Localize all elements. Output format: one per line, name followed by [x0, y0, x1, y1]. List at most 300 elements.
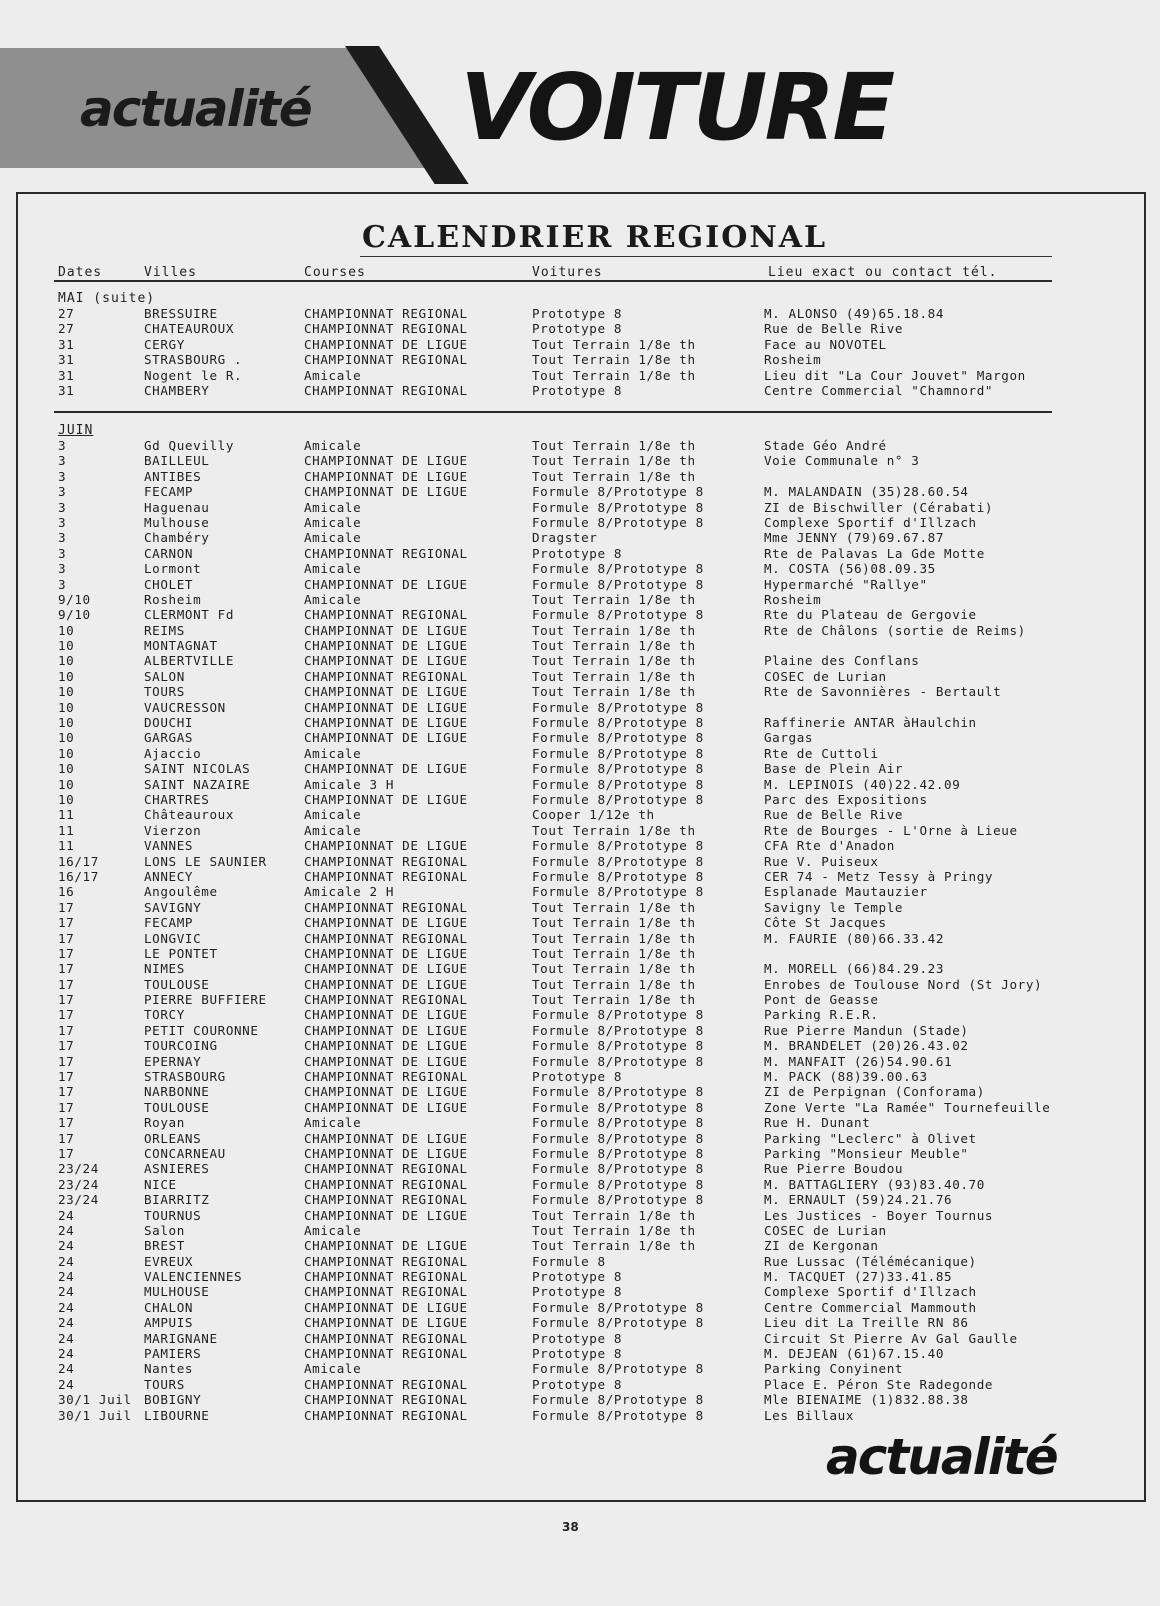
cell-voiture: Tout Terrain 1/8e th — [532, 899, 696, 915]
cell-date: 24 — [58, 1361, 75, 1377]
cell-lieu: Rue H. Dunant — [764, 1115, 871, 1131]
cell-date: 10 — [58, 668, 75, 684]
cell-lieu: Zone Verte "La Ramée" Tournefeuille — [764, 1099, 1051, 1115]
table-row — [58, 1069, 1098, 1084]
cell-date: 10 — [58, 684, 75, 700]
cell-voiture: Formule 8/Prototype 8 — [532, 745, 704, 761]
cell-ville: NICE — [144, 1176, 177, 1192]
cell-ville: SAINT NICOLAS — [144, 761, 251, 777]
cell-lieu: Circuit St Pierre Av Gal Gaulle — [764, 1330, 1018, 1346]
cell-ville: BREST — [144, 1238, 185, 1254]
cell-ville: MARIGNANE — [144, 1330, 218, 1346]
cell-voiture: Tout Terrain 1/8e th — [532, 1238, 696, 1254]
cell-lieu: Stade Géo André — [764, 438, 887, 453]
cell-voiture: Formule 8/Prototype 8 — [532, 1145, 704, 1161]
cell-course: Amicale — [304, 1222, 362, 1238]
cell-course: Amicale 2 H — [304, 884, 395, 900]
cell-lieu: Rue Pierre Boudou — [764, 1161, 904, 1177]
cell-date: 27 — [58, 321, 75, 337]
cell-date: 23/24 — [58, 1192, 99, 1208]
title-rule — [360, 256, 1052, 257]
cell-date: 10 — [58, 638, 75, 654]
cell-ville: MULHOUSE — [144, 1284, 210, 1300]
cell-date: 3 — [58, 545, 67, 561]
table-row — [58, 500, 1098, 515]
cell-date: 17 — [58, 899, 75, 915]
table-row — [58, 884, 1098, 899]
cell-lieu: Lieu dit La Treille RN 86 — [764, 1315, 969, 1331]
cell-voiture: Prototype 8 — [532, 1346, 623, 1362]
table-row — [58, 961, 1098, 976]
section-mai: MAI (suite) — [58, 291, 156, 306]
cell-course: CHAMPIONNAT REGIONAL — [304, 899, 468, 915]
cell-date: 24 — [58, 1346, 75, 1362]
cell-course: CHAMPIONNAT DE LIGUE — [304, 453, 468, 469]
table-row — [58, 453, 1098, 468]
cell-date: 17 — [58, 1053, 75, 1069]
cell-lieu: ZI de Bischwiller (Cérabati) — [764, 499, 994, 515]
cell-course: Amicale — [304, 514, 362, 530]
cell-lieu: Rue V. Puiseux — [764, 853, 879, 869]
table-row — [58, 1038, 1098, 1053]
cell-lieu — [764, 638, 1098, 653]
cell-course: CHAMPIONNAT DE LIGUE — [304, 915, 468, 931]
table-row — [58, 838, 1098, 853]
table-row — [58, 1192, 1098, 1207]
cell-ville: Vierzon — [144, 822, 202, 838]
cell-lieu: Rte de Bourges - L'Orne à Lieue — [764, 822, 1018, 838]
cell-voiture: Tout Terrain 1/8e th — [532, 453, 696, 469]
cell-course: CHAMPIONNAT DE LIGUE — [304, 715, 468, 731]
cell-lieu: M. FAURIE (80)66.33.42 — [764, 930, 945, 946]
table-row — [58, 546, 1098, 561]
cell-date: 24 — [58, 1376, 75, 1392]
cell-course: CHAMPIONNAT REGIONAL — [304, 1161, 468, 1177]
table-row — [58, 368, 1098, 383]
table-row — [58, 1054, 1098, 1069]
table-row — [58, 607, 1098, 622]
cell-voiture: Formule 8 — [532, 1253, 606, 1269]
cell-voiture: Formule 8/Prototype 8 — [532, 607, 704, 623]
cell-lieu: Rte de Savonnières - Bertault — [764, 684, 1002, 700]
cell-date: 10 — [58, 791, 75, 807]
cell-ville: TOURS — [144, 684, 185, 700]
cell-course: CHAMPIONNAT DE LIGUE — [304, 1099, 468, 1115]
cell-voiture: Tout Terrain 1/8e th — [532, 684, 696, 700]
cell-date: 17 — [58, 1145, 75, 1161]
cell-lieu: Rte de Palavas La Gde Motte — [764, 545, 985, 561]
cell-lieu: Savigny le Temple — [764, 899, 904, 915]
table-row — [58, 700, 1098, 715]
cell-lieu: Les Justices - Boyer Tournus — [764, 1207, 994, 1223]
cell-date: 24 — [58, 1299, 75, 1315]
cell-ville: STRASBOURG — [144, 1069, 226, 1085]
cell-voiture: Formule 8/Prototype 8 — [532, 1392, 704, 1408]
cell-date: 17 — [58, 1038, 75, 1054]
cell-ville: VANNES — [144, 838, 194, 854]
table-row — [58, 977, 1098, 992]
cell-course: Amicale — [304, 1361, 362, 1377]
cell-course: CHAMPIONNAT DE LIGUE — [304, 761, 468, 777]
cell-ville: SAVIGNY — [144, 899, 202, 915]
cell-ville: NIMES — [144, 961, 185, 977]
table-row — [58, 1346, 1098, 1361]
cell-voiture: Formule 8/Prototype 8 — [532, 1161, 704, 1177]
cell-course: CHAMPIONNAT REGIONAL — [304, 1376, 468, 1392]
cell-course: CHAMPIONNAT DE LIGUE — [304, 699, 468, 715]
cell-lieu: Esplanade Mautauzier — [764, 884, 928, 900]
cell-voiture: Tout Terrain 1/8e th — [532, 1222, 696, 1238]
table-row — [58, 900, 1098, 915]
cell-ville: CARNON — [144, 545, 194, 561]
cell-voiture: Prototype 8 — [532, 1069, 623, 1085]
cell-lieu: CFA Rte d'Anadon — [764, 838, 895, 854]
cell-lieu: Rue Lussac (Télémécanique) — [764, 1253, 977, 1269]
cell-voiture: Tout Terrain 1/8e th — [532, 438, 696, 453]
cell-lieu: Rue Pierre Mandun (Stade) — [764, 1022, 969, 1038]
cell-course: CHAMPIONNAT DE LIGUE — [304, 1130, 468, 1146]
cell-voiture: Tout Terrain 1/8e th — [532, 591, 696, 607]
cell-voiture: Tout Terrain 1/8e th — [532, 468, 696, 484]
table-row — [58, 1023, 1098, 1038]
cell-ville: Haguenau — [144, 499, 210, 515]
cell-ville: LONS LE SAUNIER — [144, 853, 267, 869]
cell-lieu — [764, 700, 1098, 715]
cell-voiture: Dragster — [532, 530, 598, 546]
cell-ville: FECAMP — [144, 915, 194, 931]
cell-lieu: Parc des Expositions — [764, 791, 928, 807]
cell-course: CHAMPIONNAT REGIONAL — [304, 607, 468, 623]
cell-ville: BAILLEUL — [144, 453, 210, 469]
cell-course: Amicale — [304, 367, 362, 383]
cell-date: 10 — [58, 730, 75, 746]
table-row — [58, 777, 1098, 792]
cell-ville: TOURNUS — [144, 1207, 202, 1223]
cell-ville: BRESSUIRE — [144, 306, 218, 321]
cell-lieu: M. PACK (88)39.00.63 — [764, 1069, 928, 1085]
cell-voiture: Formule 8/Prototype 8 — [532, 776, 704, 792]
table-row — [58, 1131, 1098, 1146]
table-row — [58, 1408, 1098, 1423]
cell-course: CHAMPIONNAT DE LIGUE — [304, 1299, 468, 1315]
cell-course: Amicale — [304, 499, 362, 515]
cell-ville: DOUCHI — [144, 715, 194, 731]
cell-course: CHAMPIONNAT DE LIGUE — [304, 1038, 468, 1054]
cell-course: CHAMPIONNAT DE LIGUE — [304, 838, 468, 854]
cell-voiture: Tout Terrain 1/8e th — [532, 961, 696, 977]
cell-voiture: Prototype 8 — [532, 1376, 623, 1392]
cell-voiture: Formule 8/Prototype 8 — [532, 514, 704, 530]
cell-course: CHAMPIONNAT DE LIGUE — [304, 468, 468, 484]
cell-ville: LONGVIC — [144, 930, 202, 946]
cell-lieu: Rosheim — [764, 352, 822, 368]
cell-ville: Chambéry — [144, 530, 210, 546]
cell-ville: CHALON — [144, 1299, 194, 1315]
calendar-title: CALENDRIER REGIONAL — [362, 220, 828, 255]
table-row — [58, 530, 1098, 545]
cell-ville: Nantes — [144, 1361, 194, 1377]
table-row — [58, 1100, 1098, 1115]
cell-date: 17 — [58, 930, 75, 946]
table-row — [58, 484, 1098, 499]
cell-ville: ALBERTVILLE — [144, 653, 235, 669]
cell-lieu: Parking "Monsieur Meuble" — [764, 1145, 969, 1161]
cell-voiture: Formule 8/Prototype 8 — [532, 1022, 704, 1038]
cell-course: CHAMPIONNAT REGIONAL — [304, 352, 468, 368]
table-row — [58, 915, 1098, 930]
cell-course: Amicale — [304, 438, 362, 453]
table-row — [58, 1208, 1098, 1223]
cell-date: 23/24 — [58, 1176, 99, 1192]
cell-ville: MONTAGNAT — [144, 638, 218, 654]
cell-course: CHAMPIONNAT DE LIGUE — [304, 576, 468, 592]
cell-lieu: Enrobes de Toulouse Nord (St Jory) — [764, 976, 1043, 992]
cell-course: CHAMPIONNAT REGIONAL — [304, 1330, 468, 1346]
cell-voiture: Formule 8/Prototype 8 — [532, 1176, 704, 1192]
cell-voiture: Prototype 8 — [532, 306, 623, 321]
table-row — [58, 669, 1098, 684]
cell-ville: VALENCIENNES — [144, 1269, 243, 1285]
cell-course: CHAMPIONNAT REGIONAL — [304, 1192, 468, 1208]
cell-course: CHAMPIONNAT DE LIGUE — [304, 653, 468, 669]
cell-voiture: Tout Terrain 1/8e th — [532, 352, 696, 368]
cell-voiture: Formule 8/Prototype 8 — [532, 1192, 704, 1208]
cell-voiture: Tout Terrain 1/8e th — [532, 336, 696, 352]
cell-date: 3 — [58, 453, 67, 469]
cell-ville: CHOLET — [144, 576, 194, 592]
table-row — [58, 931, 1098, 946]
table-row — [58, 1300, 1098, 1315]
cell-date: 10 — [58, 776, 75, 792]
table-row — [58, 1115, 1098, 1130]
cell-date: 10 — [58, 761, 75, 777]
cell-course: Amicale — [304, 807, 362, 823]
table-row — [58, 469, 1098, 484]
cell-lieu: Rte de Cuttoli — [764, 745, 879, 761]
cell-course: CHAMPIONNAT REGIONAL — [304, 1346, 468, 1362]
cell-voiture: Prototype 8 — [532, 545, 623, 561]
cell-lieu: Rue de Belle Rive — [764, 807, 904, 823]
cell-course: CHAMPIONNAT DE LIGUE — [304, 961, 468, 977]
cell-ville: Rosheim — [144, 591, 202, 607]
cell-ville: REIMS — [144, 622, 185, 638]
cell-date: 17 — [58, 915, 75, 931]
cell-ville: ASNIERES — [144, 1161, 210, 1177]
cell-lieu: Hypermarché "Rallye" — [764, 576, 928, 592]
cell-voiture: Prototype 8 — [532, 382, 623, 398]
cell-course: CHAMPIONNAT DE LIGUE — [304, 791, 468, 807]
cell-course: CHAMPIONNAT REGIONAL — [304, 1269, 468, 1285]
cell-lieu: Face au NOVOTEL — [764, 336, 887, 352]
cell-ville: AMPUIS — [144, 1315, 194, 1331]
cell-lieu: Rosheim — [764, 591, 822, 607]
cell-voiture: Tout Terrain 1/8e th — [532, 622, 696, 638]
cell-course: CHAMPIONNAT DE LIGUE — [304, 1007, 468, 1023]
cell-date: 24 — [58, 1253, 75, 1269]
cell-voiture: Cooper 1/12e th — [532, 807, 655, 823]
cell-lieu: M. DEJEAN (61)67.15.40 — [764, 1346, 945, 1362]
cell-lieu: M. MORELL (66)84.29.23 — [764, 961, 945, 977]
cell-ville: GARGAS — [144, 730, 194, 746]
cell-ville: Ajaccio — [144, 745, 202, 761]
table-row — [58, 869, 1098, 884]
cell-lieu: Voie Communale n° 3 — [764, 453, 920, 469]
cell-voiture: Formule 8/Prototype 8 — [532, 484, 704, 500]
cell-ville: FECAMP — [144, 484, 194, 500]
cell-ville: PAMIERS — [144, 1346, 202, 1362]
cell-ville: LIBOURNE — [144, 1407, 210, 1423]
table-row — [58, 321, 1098, 336]
table-row — [58, 638, 1098, 653]
cell-lieu: Centre Commercial Mammouth — [764, 1299, 977, 1315]
cell-voiture: Tout Terrain 1/8e th — [532, 822, 696, 838]
col-dates: Dates — [58, 265, 103, 280]
cell-course: CHAMPIONNAT REGIONAL — [304, 668, 468, 684]
header-rule — [54, 280, 1052, 282]
cell-date: 3 — [58, 484, 67, 500]
cell-ville: Gd Quevilly — [144, 438, 235, 453]
table-row — [58, 623, 1098, 638]
cell-date: 24 — [58, 1269, 75, 1285]
cell-course: CHAMPIONNAT DE LIGUE — [304, 1022, 468, 1038]
table-row — [58, 561, 1098, 576]
cell-course: CHAMPIONNAT DE LIGUE — [304, 1053, 468, 1069]
cell-date: 10 — [58, 715, 75, 731]
cell-course: Amicale — [304, 561, 362, 577]
cell-lieu — [764, 469, 1098, 484]
section-title: VOITURE — [460, 54, 893, 161]
cell-voiture: Formule 8/Prototype 8 — [532, 1007, 704, 1023]
cell-course: Amicale 3 H — [304, 776, 395, 792]
cell-date: 24 — [58, 1284, 75, 1300]
table-row — [58, 1377, 1098, 1392]
cell-date: 17 — [58, 976, 75, 992]
table-row — [58, 515, 1098, 530]
table-row — [58, 992, 1098, 1007]
cell-ville: CHARTRES — [144, 791, 210, 807]
cell-ville: STRASBOURG . — [144, 352, 243, 368]
table-row — [58, 1392, 1098, 1407]
cell-lieu: ZI de Kergonan — [764, 1238, 879, 1254]
juin-table — [58, 438, 1098, 1423]
table-row — [58, 1084, 1098, 1099]
cell-date: 17 — [58, 1099, 75, 1115]
cell-lieu — [764, 946, 1098, 961]
cell-date: 17 — [58, 1115, 75, 1131]
cell-voiture: Formule 8/Prototype 8 — [532, 838, 704, 854]
cell-ville: Royan — [144, 1115, 185, 1131]
cell-date: 16/17 — [58, 853, 99, 869]
cell-course: CHAMPIONNAT DE LIGUE — [304, 976, 468, 992]
table-row — [58, 730, 1098, 745]
cell-lieu: M. MALANDAIN (35)28.60.54 — [764, 484, 969, 500]
cell-voiture: Tout Terrain 1/8e th — [532, 668, 696, 684]
cell-lieu: M. COSTA (56)08.09.35 — [764, 561, 936, 577]
cell-course: Amicale — [304, 1115, 362, 1131]
cell-voiture: Tout Terrain 1/8e th — [532, 638, 696, 654]
mai-table — [58, 306, 1098, 398]
cell-lieu: M. LEPINOIS (40)22.42.09 — [764, 776, 961, 792]
cell-voiture: Formule 8/Prototype 8 — [532, 561, 704, 577]
cell-date: 16/17 — [58, 868, 99, 884]
cell-course: CHAMPIONNAT REGIONAL — [304, 992, 468, 1008]
cell-date: 10 — [58, 653, 75, 669]
cell-lieu: M. BATTAGLIERY (93)83.40.70 — [764, 1176, 985, 1192]
cell-date: 10 — [58, 699, 75, 715]
cell-lieu: Complexe Sportif d'Illzach — [764, 1284, 977, 1300]
cell-voiture: Tout Terrain 1/8e th — [532, 1207, 696, 1223]
cell-ville: CLERMONT Fd — [144, 607, 235, 623]
cell-date: 10 — [58, 622, 75, 638]
cell-voiture: Prototype 8 — [532, 321, 623, 337]
cell-lieu: M. ALONSO (49)65.18.84 — [764, 306, 945, 321]
table-row — [58, 1361, 1098, 1376]
header — [0, 40, 1160, 180]
cell-lieu: COSEC de Lurian — [764, 1222, 887, 1238]
table-row — [58, 306, 1098, 321]
cell-course: Amicale — [304, 745, 362, 761]
table-row — [58, 1315, 1098, 1330]
cell-lieu: M. ERNAULT (59)24.21.76 — [764, 1192, 953, 1208]
table-row — [58, 1254, 1098, 1269]
cell-date: 30/1 Juil — [58, 1392, 132, 1408]
cell-voiture: Formule 8/Prototype 8 — [532, 1315, 704, 1331]
cell-voiture: Tout Terrain 1/8e th — [532, 653, 696, 669]
cell-ville: ANNECY — [144, 868, 194, 884]
cell-lieu: Rue de Belle Rive — [764, 321, 904, 337]
cell-ville: ANTIBES — [144, 468, 202, 484]
cell-date: 23/24 — [58, 1161, 99, 1177]
table-row — [58, 577, 1098, 592]
cell-voiture: Tout Terrain 1/8e th — [532, 992, 696, 1008]
cell-lieu: M. TACQUET (27)33.41.85 — [764, 1269, 953, 1285]
cell-lieu: CER 74 - Metz Tessy à Pringy — [764, 868, 994, 884]
table-row — [58, 653, 1098, 668]
table-row — [58, 792, 1098, 807]
cell-date: 11 — [58, 838, 75, 854]
cell-ville: Châteauroux — [144, 807, 235, 823]
cell-ville: CHAMBERY — [144, 382, 210, 398]
cell-date: 24 — [58, 1315, 75, 1331]
cell-voiture: Prototype 8 — [532, 1269, 623, 1285]
cell-course: Amicale — [304, 822, 362, 838]
cell-course: CHAMPIONNAT REGIONAL — [304, 1392, 468, 1408]
cell-lieu: Rte de Châlons (sortie de Reims) — [764, 622, 1026, 638]
cell-voiture: Tout Terrain 1/8e th — [532, 945, 696, 961]
cell-voiture: Formule 8/Prototype 8 — [532, 730, 704, 746]
cell-voiture: Formule 8/Prototype 8 — [532, 1084, 704, 1100]
cell-lieu: Parking "Leclerc" à Olivet — [764, 1130, 977, 1146]
table-row — [58, 592, 1098, 607]
section-juin: JUIN — [58, 423, 94, 438]
cell-course: CHAMPIONNAT REGIONAL — [304, 382, 468, 398]
cell-lieu: Complexe Sportif d'Illzach — [764, 514, 977, 530]
cell-voiture: Formule 8/Prototype 8 — [532, 499, 704, 515]
cell-lieu: Pont de Geasse — [764, 992, 879, 1008]
cell-voiture: Formule 8/Prototype 8 — [532, 1130, 704, 1146]
cell-course: Amicale — [304, 591, 362, 607]
cell-lieu: Parking Conyinent — [764, 1361, 904, 1377]
cell-date: 17 — [58, 1130, 75, 1146]
page-number: 38 — [562, 1520, 579, 1534]
cell-date: 11 — [58, 807, 75, 823]
table-row — [58, 1007, 1098, 1022]
table-row — [58, 746, 1098, 761]
col-lieu: Lieu exact ou contact tél. — [768, 265, 998, 280]
cell-lieu: Raffinerie ANTAR àHaulchin — [764, 715, 977, 731]
cell-course: CHAMPIONNAT DE LIGUE — [304, 622, 468, 638]
cell-course: CHAMPIONNAT REGIONAL — [304, 306, 468, 321]
